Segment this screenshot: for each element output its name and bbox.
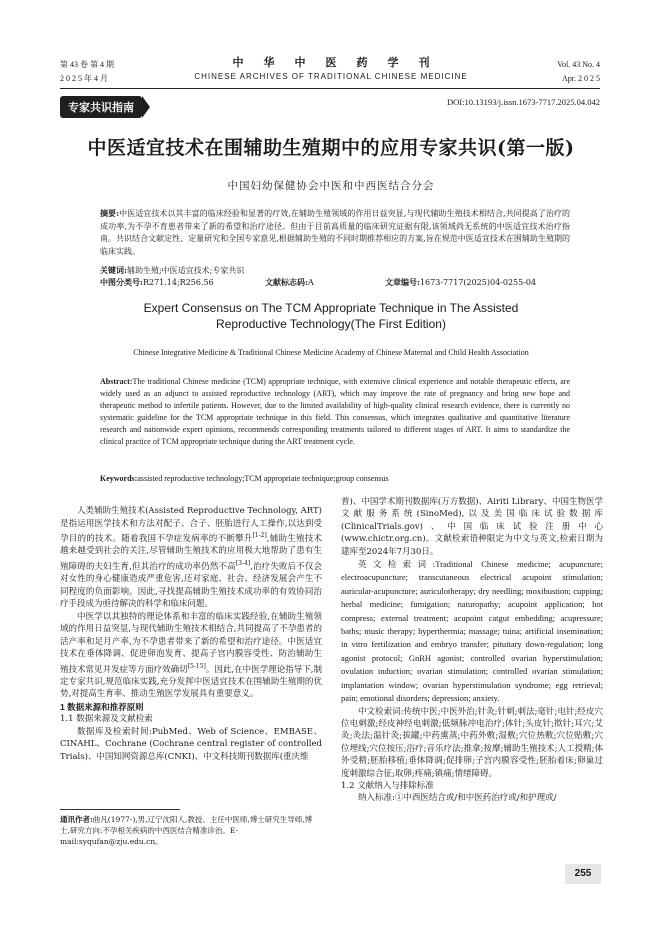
body-text: 人类辅助生殖技术(Assisted Reproductive Technology, ART)是指运用医学技术和方法对配子、合子、胚胎进行人工操作,以达到受孕目的的技术。随着我国不孕症发病率的不断攀升 [60, 506, 322, 544]
article-title-en [60, 300, 602, 332]
volume-issue-cn: 第 43 卷 第 4 期 [60, 60, 114, 69]
footnote [60, 814, 322, 847]
body-paragraph [60, 611, 322, 701]
keywords-cn-text: 辅助生殖;中医适宜技术;专家共识 [126, 266, 245, 275]
clc-number [100, 276, 214, 289]
body-text: 。因此,在中医学理论指导下,制定专家共识,规范临床实践,充分发挥中医适宜技术在围辅助生殖期的优势,对提高生育率、推动生殖医学发展具有重要意义。 [60, 664, 322, 700]
journal-name [180, 56, 482, 84]
body-column-right [341, 496, 603, 805]
subsection-heading: 1.1 数据来源及文献检索 [60, 714, 153, 725]
abstract-en-label: Abstract: [100, 377, 133, 386]
page-number: 255 [565, 864, 601, 884]
citation: [3-4] [235, 559, 251, 567]
footnote-divider [60, 809, 180, 810]
article-title-en-line1: Expert Consensus on The TCM Appropriate Technique in The Assisted [143, 301, 519, 315]
header-divider [60, 88, 600, 89]
clc-value: R271.14;R256.56 [142, 278, 214, 287]
document-code-label: 文献标志码: [265, 277, 308, 287]
search-terms-en-label: 英文检索词: [358, 560, 436, 571]
body-column-left [60, 505, 322, 763]
body-text: ,治疗失败后不仅会对女性的身心健康造成严重危害,还对家庭、社会、经济发展会产生不同程度的负面影响。因此,寻找提高辅助生殖技术成功率的有效协同治疗手段成为亟待解决的科学和临床问题。 [60, 561, 322, 610]
body-paragraph [60, 505, 322, 611]
search-terms-cn-label: 中文检索词: [358, 706, 404, 717]
abstract-en-text: The traditional Chinese medicine (TCM) appropriate technique, with extensive clinical experience and notable therapeutic effects, are widely used as an adjunct to assisted reproductive technology (ART), which may improve the rate of pregnancy and bring new hope and therapeutic method to infertile patients. However, due to the limited availability of high-quality clinical research evidence, there is currently no systematic guideline for the TCM appropriate technique in this field. This consensus, which integrates qualitative and quantitative literature research and nationwide expert opinions, recommends corresponding treatments tailored to different stages of ART. It aims to standardize the clinical practice of TCM appropriate technique during the ART treatment cycle. [100, 377, 570, 447]
journal-name-en: CHINESE ARCHIVES OF TRADITIONAL CHINESE MEDICINE [194, 72, 468, 81]
author-cn: 中国妇幼保健协会中医和中西医结合分会 [227, 180, 435, 192]
body-paragraph [341, 706, 603, 780]
document-code [265, 276, 314, 289]
footnote-text: 曲凡(1977-),男,辽宁沈阳人,教授、主任中医师,博士研究生导师,博士,研究方向:不孕相关疾病的中西医结合精准诊治。E-mail:syqufan@zju.edu.cn。 [60, 815, 313, 846]
article-title-cn: 中医适宜技术在围辅助生殖期中的应用专家共识(第一版) [87, 137, 575, 159]
body-paragraph: 纳入标准:①中西医结合或/和中医药治疗或/和护理或/ [358, 793, 557, 804]
author-en: Chinese Integrative Medicine & Traditional Chinese Medicine Academy of Chinese Maternal and Child Health Association [133, 348, 529, 357]
citation: [1-2] [252, 532, 267, 539]
date-cn: 2 0 2 5 年 4 月 [60, 74, 108, 83]
subsection-heading: 1.2 文献纳入与排除标准 [341, 780, 434, 791]
body-paragraph [341, 558, 603, 705]
body-text: 中医学以其独特的理论体系和丰富的临床实践经验,在辅助生殖领域的作用日益突显,与现代辅助生殖技术相结合,共同提高了不孕患者的活产率和足月产率,为不孕患者带来了新的希望和治疗途径。中医适宜技术在垂体降调、促进卵泡发育、提高子宫内膜容受性、防治辅助生殖技术常见并发症等方面疗效确切 [60, 611, 322, 675]
search-terms-cn: 传统中医;中医外治;针灸;针刺;刺法;毫针;电针;经皮穴位电刺激;经皮神经电刺激;低频脉冲电治疗;体针;头皮针;揿针;耳穴;艾灸;灸法;温针灸;拔罐;中药熏蒸;中药外敷;湿敷;穴位热敷;穴位贴敷;穴位埋线;穴位按压;浴疗;音乐疗法;推拿;按摩;辅助生殖技术;人工授精;体外受精;胚胎移植;垂体降调;促排卵;子宫内膜容受性;胚胎着床;卵巢过度刺激综合征;取卵;疼痛;镇痛;情绪障碍。 [341, 706, 603, 779]
abstract-cn-text: 中医适宜技术以其丰富的临床经验和显著的疗效,在辅助生殖领域的作用日益突显,与现代辅助生殖技术相结合,共同提高了治疗的成功率,为不孕不育患者带来了新的希望和治疗途径。但由于目前高质量的临床研究证据有限,该领域尚无系统的中医适宜技术治疗指南。共识结合文献定性、定量研究和全国专家意见,根据辅助生殖的不同时期推荐相应的方案,旨在规范中医适宜技术在围辅助生殖期的临床实践。 [100, 209, 571, 256]
keywords-en-text: assisted reproductive technology;TCM appropriate technique;group consensus [137, 474, 389, 483]
body-text: ,辅助生殖技术越来越受到社会的关注,尽管辅助生殖技术的应用极大地帮助了患有生殖障碍的夫妇生育,但其治疗的成功率仍然不高 [60, 533, 322, 572]
abstract-cn-label: 摘要: [100, 208, 120, 218]
document-code-value: A [307, 278, 314, 287]
article-title-en-line2: Reproductive Technology(The First Edition) [216, 317, 446, 331]
journal-name-cn: 中华中医药学刊 [232, 56, 450, 69]
footnote-label: 通讯作者: [60, 815, 93, 824]
keywords-cn-label: 关键词: [100, 265, 127, 275]
volume-issue-en: Vol. 43 No. 4 [557, 60, 600, 69]
header-volume-cn [60, 58, 114, 86]
section-heading: 1 数据来源和推荐原则 [60, 701, 144, 712]
keywords-en-label: Keywords: [100, 474, 138, 483]
body-paragraph: 普)、中国学术期刊数据库(万方数据)、Airiti Library、中国生物医学文献服务系统(SinoMed),以及美国临床试验数据库(ClinicalTrials.gov)、中国临床试验注册中心(www.chictr.org.cn)。文献检索语种限定为中文与英文,检索日期为建库至2024年7月30日。 [341, 497, 603, 557]
article-number-label: 文章编号: [385, 277, 420, 287]
abstract-en [100, 376, 570, 449]
article-number [385, 276, 536, 289]
keywords-en [100, 473, 570, 485]
date-en: Apr. 2 0 2 5 [562, 74, 600, 83]
clc-label: 中图分类号: [100, 277, 143, 287]
section-badge: 专家共识指南 [60, 96, 142, 118]
header-volume-en [557, 58, 600, 86]
doi: DOI:10.13193/j.issn.1673-7717.2025.04.042 [447, 97, 600, 107]
article-number-value: 1673-7717(2025)04-0255-04 [419, 278, 537, 287]
body-paragraph: 数据库及检索时间:PubMed、Web of Science、EMBASE、CINAHL、Cochrane (Cochrane central register of controlled Trials)、中国知网资源总库(CNKI)、中文科技期刊数据库(重庆维 [60, 726, 322, 762]
citation: [5-15] [187, 662, 206, 670]
search-terms-en: Traditional Chinese medicine; acupuncture; electroacupuncture; transcutaneous electrical acupoint stimulation; auricular-acupuncture; auriculotherapy; dry needling; moxibustion; cupping; herbal medicine; fumigation; naturopathy; acupoint application; hot compress; external treatment; acupoint catgut embedding; acupressure; baths; music therapy; hyperthermia; massage; tuina; artificial insemination; in vitro fertilization and embryo transfer; pituitary down-regulation; long agonist protocol; GnRH agonist; controlled ovarian hyperstimulation; ovulation induction; ovarian stimulation; controlled ovarian stimulation; implantation window; ovarian hyperstimulation syndrome; egg retrieval; pain; emotional disorders; depression; anxiety. [341, 559, 603, 704]
abstract-cn [100, 207, 570, 258]
